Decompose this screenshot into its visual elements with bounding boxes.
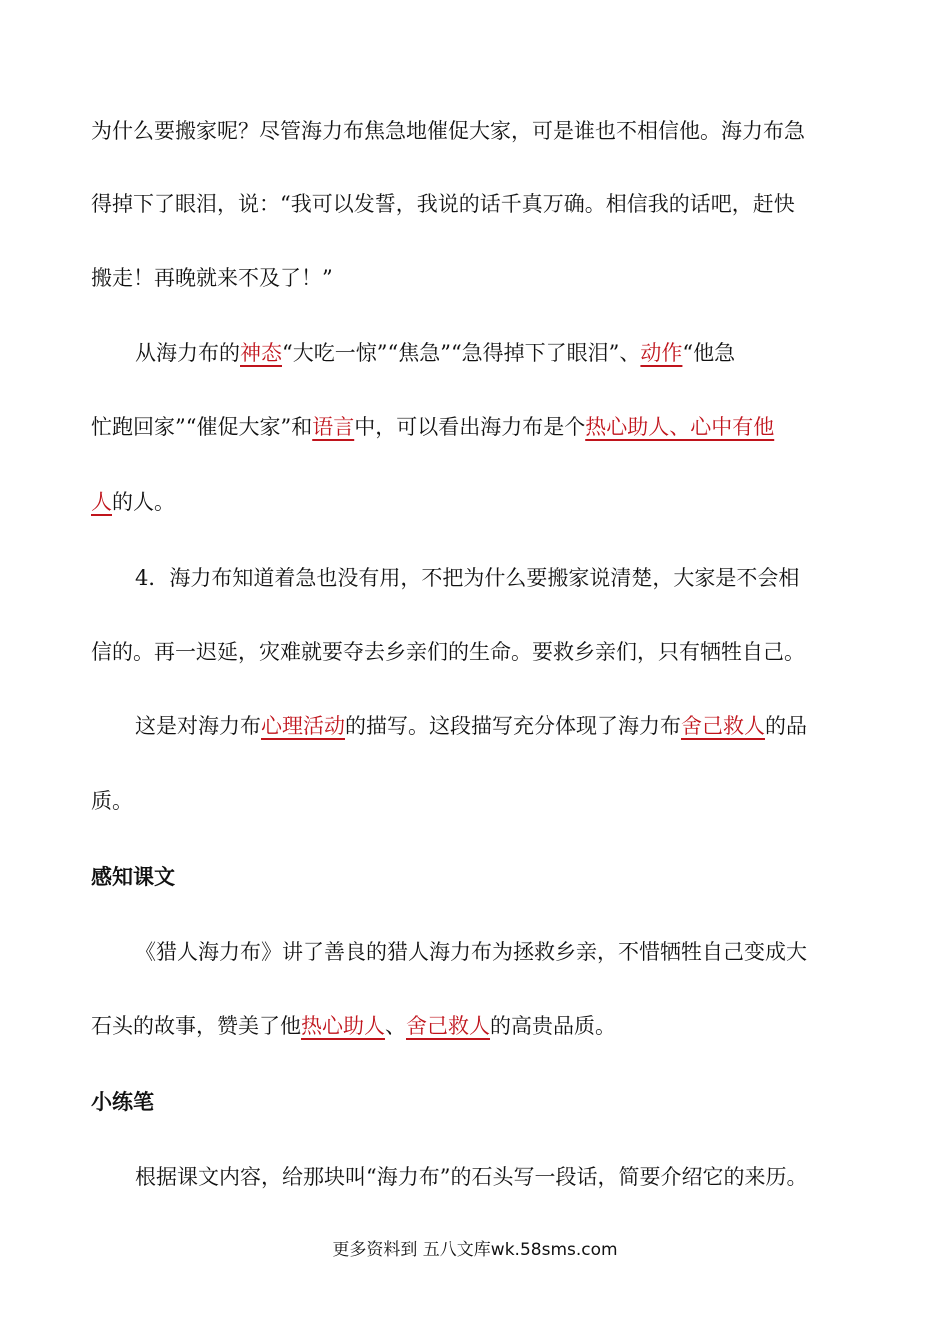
text-run: 的描写。这段描写充分体现了海力布	[345, 714, 681, 738]
answer-highlight: 人	[91, 490, 112, 514]
text-run: “他急	[682, 341, 736, 365]
text-run: 这是对海力布	[135, 714, 261, 738]
text-run: “大吃一惊”“焦急”“急得掉下了眼泪”、	[282, 341, 641, 365]
text-run: 的人。	[112, 490, 175, 514]
paragraph-3-line-2: 信的。再一迟延，灾难就要夺去乡亲们的生命。要救乡亲们，只有牺牲自己。	[91, 640, 805, 664]
text-run: 石头的故事，赞美了他	[91, 1014, 301, 1038]
perceive-line-2	[91, 1011, 616, 1041]
paragraph-4-line-1	[135, 711, 807, 741]
text-run: 从海力布的	[135, 341, 240, 365]
text-run: 中，可以看出海力布是个	[354, 415, 586, 439]
practice-line-1: 根据课文内容，给那块叫“海力布”的石头写一段话，简要介绍它的来历。	[135, 1165, 808, 1189]
answer-highlight: 热心助人	[301, 1014, 385, 1038]
answer-highlight: 语言	[312, 415, 355, 439]
paragraph-1-line-2: 得掉下了眼泪，说：“我可以发誓，我说的话千真万确。相信我的话吧，赶快	[91, 192, 795, 216]
text-run: 的品	[765, 714, 807, 738]
perceive-line-1: 《猎人海力布》讲了善良的猎人海力布为拯救乡亲，不惜牺牲自己变成大	[135, 940, 807, 964]
answer-highlight: 动作	[640, 341, 683, 365]
paragraph-2-line-2	[91, 412, 774, 442]
answer-highlight: 热心助人、心中有他	[585, 415, 775, 439]
text-run: 、	[385, 1014, 406, 1038]
answer-highlight: 舍己救人	[406, 1014, 490, 1038]
text-run: 忙跑回家”“催促大家”和	[91, 415, 313, 439]
paragraph-2-line-3	[91, 487, 175, 517]
paragraph-3-line-1: 4．海力布知道着急也没有用，不把为什么要搬家说清楚，大家是不会相	[135, 566, 800, 590]
paragraph-1-line-3: 搬走！再晚就来不及了！”	[91, 266, 333, 290]
answer-highlight: 心理活动	[261, 714, 345, 738]
answer-highlight: 神态	[240, 341, 282, 365]
text-run: 的高贵品质。	[490, 1014, 616, 1038]
section-heading-perceive: 感知课文	[91, 865, 175, 889]
section-heading-practice: 小练笔	[91, 1090, 154, 1114]
paragraph-1-line-1: 为什么要搬家呢？尽管海力布焦急地催促大家，可是谁也不相信他。海力布急	[91, 119, 805, 143]
answer-highlight: 舍己救人	[681, 714, 765, 738]
page-footer: 更多资料到 五八文库wk.58sms.com	[332, 1240, 618, 1260]
paragraph-2-line-1	[135, 338, 735, 368]
paragraph-4-line-2: 质。	[91, 789, 133, 813]
